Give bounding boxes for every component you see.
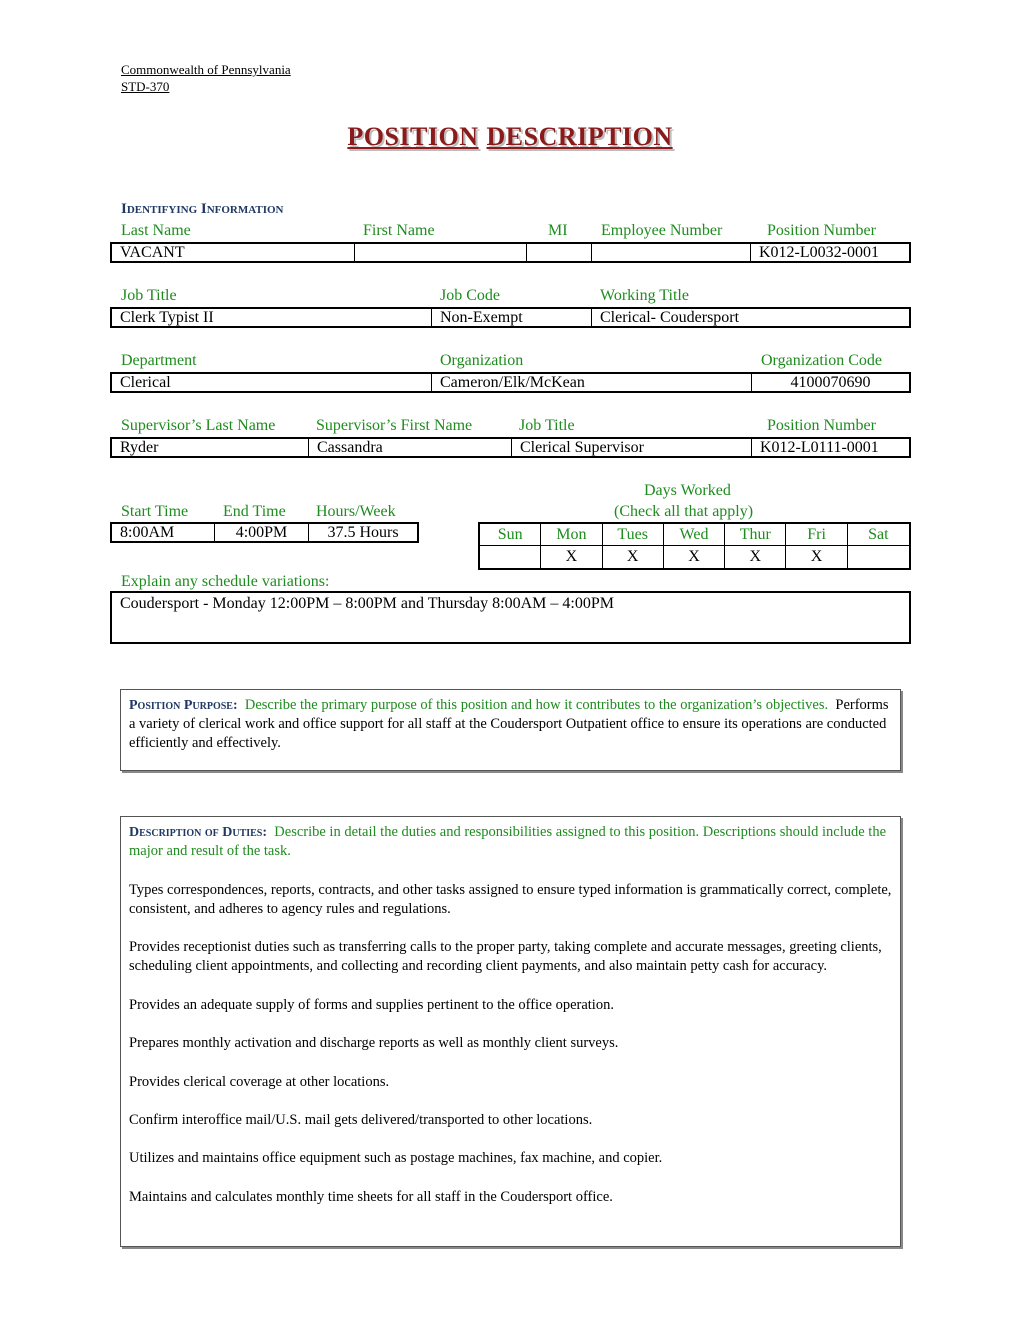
duties-heading: Description of Duties: — [129, 825, 268, 840]
supervisor-first-name-field[interactable]: Cassandra — [309, 439, 512, 456]
day-wed-label: Wed — [664, 524, 725, 546]
day-fri-label: Fri — [786, 524, 847, 546]
purpose-text: Performs a variety of clerical work and office support for all staff at the Coudersport Outpatient office to ensure its operations are conducted efficiently and effectively. — [129, 697, 889, 752]
schedule-row — [110, 522, 419, 543]
label-days-worked: Days Worked — [644, 482, 731, 499]
day-wed-check[interactable]: X — [664, 546, 725, 568]
label-employee-number: Employee Number — [601, 222, 723, 239]
page-title — [0, 122, 1020, 152]
duty-item: Maintains and calculates monthly time sheets for all staff in the Coudersport office. — [129, 1188, 613, 1205]
purpose-instruction: Describe the primary purpose of this position and how it contributes to the organization’s objectives. — [244, 697, 829, 713]
start-time-field[interactable]: 8:00AM — [112, 524, 215, 541]
position-purpose-box — [120, 689, 901, 771]
label-supervisor-last-name: Supervisor’s Last Name — [121, 417, 276, 434]
duty-item: Provides receptionist duties such as transferring calls to the proper party, taking complete and accurate messages, greeting clients, scheduling client appointments, and collecting and recording client payments, and also maintain petty cash for accuracy. — [129, 939, 882, 975]
purpose-heading: Position Purpose: — [129, 698, 238, 713]
label-organization-code: Organization Code — [761, 352, 883, 369]
label-check-all: (Check all that apply) — [614, 503, 754, 520]
schedule-variations-text: Coudersport - Monday 12:00PM – 8:00PM and Thursday 8:00AM – 4:00PM — [120, 595, 614, 612]
hours-week-field[interactable]: 37.5 Hours — [327, 524, 399, 541]
day-mon-check[interactable]: X — [541, 546, 602, 568]
label-end-time: End Time — [223, 503, 286, 520]
day-sun-check[interactable] — [480, 546, 541, 568]
department-row — [110, 372, 911, 393]
label-supervisor-job-title: Job Title — [519, 417, 575, 434]
mi-field[interactable] — [527, 244, 592, 261]
organization-code-field[interactable]: 4100070690 — [790, 374, 871, 391]
employee-number-field[interactable] — [592, 244, 751, 261]
label-position-number: Position Number — [767, 222, 876, 239]
day-sat-label: Sat — [848, 524, 909, 546]
label-job-code: Job Code — [440, 287, 500, 304]
day-tues-check[interactable]: X — [603, 546, 664, 568]
label-job-title: Job Title — [121, 287, 177, 304]
duty-item: Utilizes and maintains office equipment such as postage machines, fax machine, and copier. — [129, 1150, 663, 1167]
day-thur-check[interactable]: X — [725, 546, 786, 568]
title-word-2: DESCRIPTION — [486, 122, 673, 151]
working-title-field[interactable]: Clerical- Coudersport — [600, 309, 740, 326]
label-supervisor-position-number: Position Number — [767, 417, 876, 434]
job-row — [110, 307, 911, 328]
position-number-field[interactable]: K012-L0032-0001 — [759, 244, 879, 261]
supervisor-last-name-field[interactable]: Ryder — [112, 439, 309, 456]
days-worked-grid — [478, 522, 911, 570]
label-start-time: Start Time — [121, 503, 189, 520]
label-schedule-variations: Explain any schedule variations: — [121, 573, 330, 590]
duty-item: Prepares monthly activation and discharge reports as well as monthly client surveys. — [129, 1035, 619, 1052]
label-hours-week: Hours/Week — [316, 503, 396, 520]
supervisor-position-number-field[interactable]: K012-L0111-0001 — [760, 439, 879, 456]
supervisor-job-title-field[interactable]: Clerical Supervisor — [512, 439, 752, 456]
job-title-field[interactable]: Clerk Typist II — [112, 309, 432, 326]
form-number: STD-370 — [121, 79, 170, 94]
duty-item: Provides an adequate supply of forms and supplies pertinent to the office operation. — [129, 996, 614, 1013]
last-name-field[interactable]: VACANT — [112, 244, 355, 261]
duties-box — [120, 816, 901, 1247]
duty-item: Confirm interoffice mail/U.S. mail gets delivered/transported to other locations. — [129, 1111, 593, 1128]
schedule-variations-field[interactable] — [110, 591, 911, 644]
end-time-field[interactable]: 4:00PM — [215, 524, 309, 541]
day-mon-label: Mon — [541, 524, 602, 546]
label-first-name: First Name — [363, 222, 435, 239]
organization-field[interactable]: Cameron/Elk/McKean — [432, 374, 752, 391]
first-name-field[interactable] — [355, 244, 527, 261]
job-code-field[interactable]: Non-Exempt — [432, 309, 592, 326]
duty-item: Types correspondences, reports, contracts, and other tasks assigned to ensure typed information is grammatically correct, complete, consistent, and adheres to agency rules and regulations. — [129, 881, 892, 917]
supervisor-row — [110, 437, 911, 458]
label-last-name: Last Name — [121, 222, 191, 239]
day-tues-label: Tues — [603, 524, 664, 546]
day-sat-check[interactable] — [848, 546, 909, 568]
identifying-row — [110, 242, 911, 263]
day-thur-label: Thur — [725, 524, 786, 546]
day-fri-check[interactable]: X — [786, 546, 847, 568]
label-mi: MI — [548, 222, 568, 239]
identifying-heading: Identifying Information — [121, 201, 284, 217]
title-word-1: POSITION — [347, 122, 479, 151]
label-supervisor-first-name: Supervisor’s First Name — [316, 417, 473, 434]
duty-item: Provides clerical coverage at other locations. — [129, 1073, 390, 1090]
day-sun-label: Sun — [480, 524, 541, 546]
label-department: Department — [121, 352, 197, 369]
agency-name: Commonwealth of Pennsylvania — [121, 62, 291, 77]
label-working-title: Working Title — [600, 287, 689, 304]
duties-instruction: Describe in detail the duties and responsibilities assigned to this position. Descriptions should include the major and result of the task. — [129, 824, 887, 860]
department-field[interactable]: Clerical — [112, 374, 432, 391]
label-organization: Organization — [440, 352, 524, 369]
